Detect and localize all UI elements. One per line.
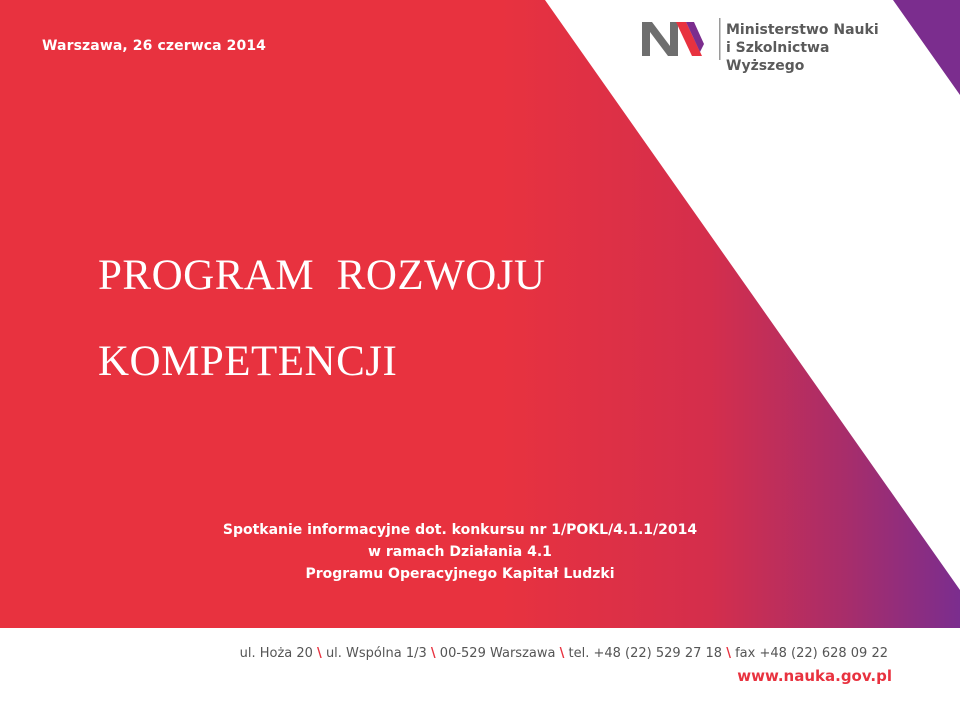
- separator: \: [726, 646, 731, 661]
- address-fax: fax +48 (22) 628 09 22: [735, 646, 888, 661]
- purple-corner-triangle: [893, 0, 960, 95]
- presentation-date: Warszawa, 26 czerwca 2014: [42, 38, 267, 54]
- subtitle-line-3: Programu Operacyjnego Kapitał Ludzki: [305, 566, 615, 582]
- title-line-2: KOMPETENCJI: [98, 338, 398, 385]
- logo-divider: [718, 18, 722, 60]
- ministry-logo: [642, 18, 902, 74]
- subtitle-line-1: Spotkanie informacyjne dot. konkursu nr 1/POKL/4.1.1/2014: [222, 522, 698, 538]
- address-city: 00-529 Warszawa: [439, 646, 556, 661]
- address-street-1: ul. Hoża 20: [239, 646, 313, 661]
- separator: \: [317, 646, 322, 661]
- footer-address: [240, 646, 888, 661]
- ministry-name: [726, 21, 902, 75]
- ministry-name-line1: Ministerstwo Nauki: [726, 22, 879, 38]
- website-link[interactable]: www.nauka.gov.pl: [737, 667, 892, 685]
- subtitle-line-2: w ramach Działania 4.1: [368, 544, 552, 560]
- address-street-2: ul. Wspólna 1/3: [325, 646, 427, 661]
- address-phone: tel. +48 (22) 529 27 18: [568, 646, 723, 661]
- ministry-name-line2: i Szkolnictwa Wyższego: [726, 40, 830, 74]
- separator: \: [430, 646, 436, 661]
- title-line-1: PROGRAM ROZWOJU: [98, 252, 546, 299]
- separator: \: [559, 646, 565, 661]
- ministry-nm-logo-icon: [642, 22, 704, 58]
